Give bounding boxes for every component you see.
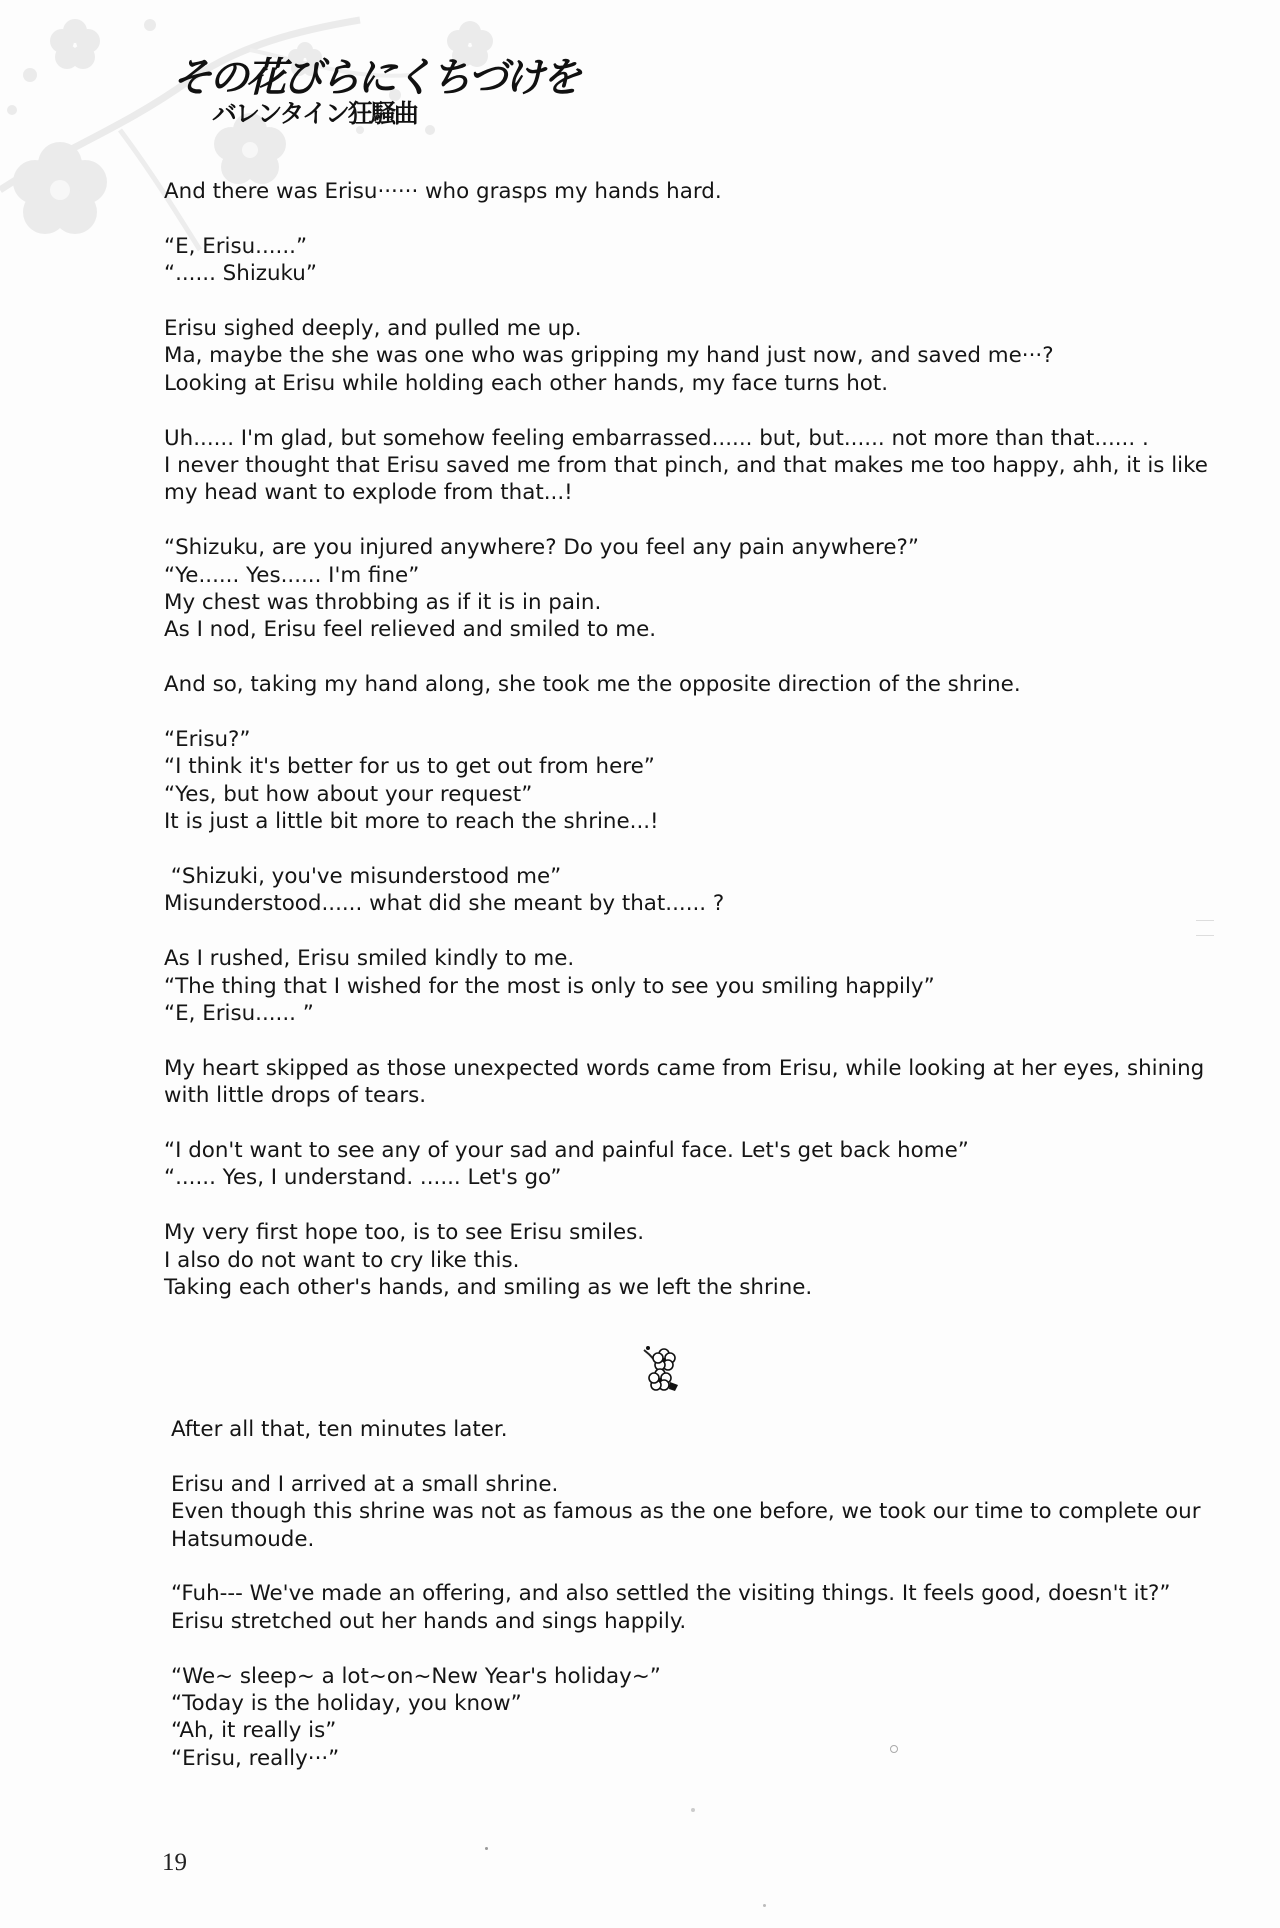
paragraph — [164, 671, 1224, 698]
text-line: “E, Erisu...... ” — [164, 1001, 314, 1027]
paragraph — [171, 1580, 1231, 1635]
paragraph — [171, 1471, 1231, 1553]
title-block — [172, 56, 579, 128]
text-line: “Ye...... Yes...... I'm fine” — [164, 562, 420, 588]
text-line: “Erisu?” — [164, 727, 251, 753]
text-line: “Today is the holiday, you know” — [171, 1691, 522, 1717]
scan-speck — [763, 1904, 766, 1907]
text-line: “Shizuku, are you injured anywhere? Do you feel any pain anywhere?” — [164, 535, 919, 561]
text-line: Taking each other's hands, and smiling as we left the shrine. — [164, 1275, 813, 1301]
text-line: As I rushed, Erisu smiled kindly to me. — [164, 946, 575, 972]
paragraph — [164, 233, 1224, 288]
paragraph — [164, 863, 1224, 918]
text-line: “...... Shizuku” — [164, 261, 317, 287]
text-line: My chest was throbbing as if it is in pain. — [164, 590, 602, 616]
paragraph — [171, 1416, 1231, 1443]
plum-blossom-divider-icon — [640, 1344, 686, 1396]
text-line: “I don't want to see any of your sad and painful face. Let's get back home” — [164, 1138, 969, 1164]
text-line: “We~ sleep~ a lot~on~New Year's holiday~” — [171, 1663, 661, 1689]
scan-speck — [485, 1847, 488, 1850]
paragraph — [164, 425, 1224, 507]
text-line: “Erisu, really···” — [171, 1745, 340, 1771]
text-line: “...... Yes, I understand. ...... Let's go” — [164, 1165, 562, 1191]
text-line: After all that, ten minutes later. — [171, 1417, 508, 1442]
text-line: I also do not want to cry like this. — [164, 1247, 520, 1273]
story-text-part-1 — [164, 178, 1224, 1329]
paragraph — [164, 1219, 1224, 1301]
paragraph — [164, 726, 1224, 836]
text-line: And so, taking my hand along, she took me the opposite direction of the shrine. — [164, 672, 1021, 698]
text-line: I never thought that Erisu saved me from that pinch, and that makes me too happy, ahh, it is like my head want to explode from that...! — [164, 453, 1208, 506]
page-number: 19 — [162, 1849, 187, 1876]
text-line: And there was Erisu······ who grasps my hands hard. — [164, 179, 722, 204]
paragraph — [164, 178, 1224, 205]
text-line: My very first hope too, is to see Erisu smiles. — [164, 1220, 645, 1246]
page-subtitle: バレンタイン狂騒曲 — [212, 99, 417, 128]
text-line: As I nod, Erisu feel relieved and smiled to me. — [164, 617, 657, 643]
text-line: It is just a little bit more to reach the shrine...! — [164, 809, 659, 835]
text-line: Ma, maybe the she was one who was gripping my hand just now, and saved me···? — [164, 343, 1054, 369]
page-title: その花びらにくちづけを — [172, 55, 579, 101]
text-line: “Ah, it really is” — [171, 1718, 337, 1744]
text-line: “I think it's better for us to get out from here” — [164, 754, 655, 780]
paragraph — [164, 315, 1224, 397]
text-line: “Fuh--- We've made an offering, and also settled the visiting things. It feels good, doesn't it?” — [171, 1581, 1171, 1607]
text-line: “The thing that I wished for the most is only to see you smiling happily” — [164, 973, 935, 999]
paragraph — [164, 1137, 1224, 1192]
text-line: “E, Erisu......” — [164, 233, 308, 259]
text-line: “Shizuki, you've misunderstood me” — [164, 864, 562, 890]
paragraph — [164, 1055, 1224, 1110]
text-line: Uh...... I'm glad, but somehow feeling embarrassed...... but, but...... not more than that...... . — [164, 425, 1149, 451]
scan-speck — [691, 1808, 695, 1812]
text-line: Misunderstood...... what did she meant by that...... ? — [164, 891, 725, 917]
text-line: Erisu stretched out her hands and sings happily. — [171, 1608, 687, 1634]
scan-speck — [890, 1745, 898, 1753]
paragraph — [164, 945, 1224, 1027]
text-line: Erisu sighed deeply, and pulled me up. — [164, 316, 582, 341]
paragraph — [171, 1663, 1231, 1773]
text-line: My heart skipped as those unexpected words came from Erisu, while looking at her eyes, shining with little drops of tears. — [164, 1055, 1205, 1109]
text-line: Even though this shrine was not as famous as the one before, we took our time to complete our Hatsumoude. — [171, 1499, 1201, 1552]
scan-mark — [1196, 920, 1214, 936]
story-text-part-2 — [171, 1416, 1231, 1800]
paragraph — [164, 534, 1224, 644]
text-line: Erisu and I arrived at a small shrine. — [171, 1471, 559, 1497]
text-line: “Yes, but how about your request” — [164, 781, 533, 807]
text-line: Looking at Erisu while holding each other hands, my face turns hot. — [164, 370, 889, 396]
